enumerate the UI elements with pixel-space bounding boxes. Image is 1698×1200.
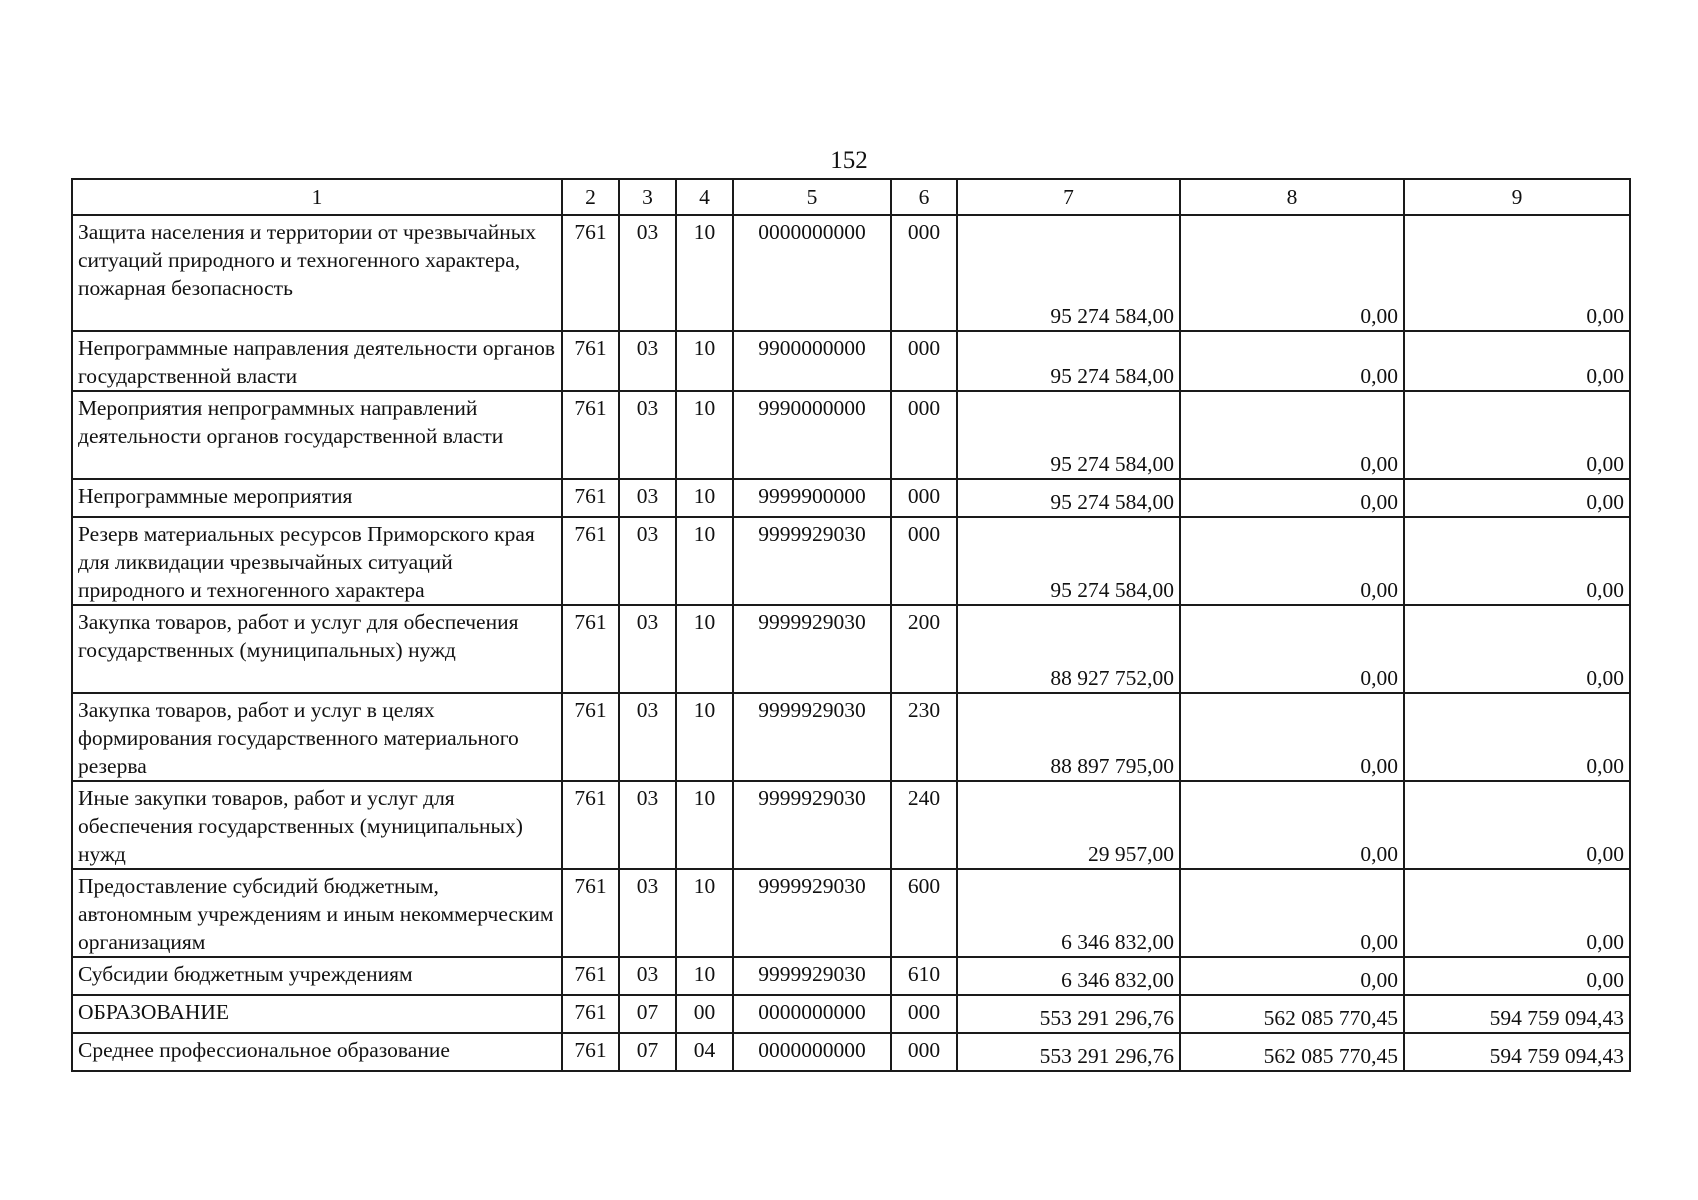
budget-table: [71, 178, 1631, 1072]
row-amount: 594 759 094,43: [1404, 1033, 1630, 1071]
table-row: [72, 957, 1630, 995]
row-amount: 0,00: [1180, 479, 1404, 517]
row-amount: 0,00: [1180, 331, 1404, 391]
column-header: 8: [1180, 179, 1404, 215]
column-header: 5: [733, 179, 891, 215]
column-header: 1: [72, 179, 562, 215]
row-name: Закупка товаров, работ и услуг для обеспечения государственных (муниципальных) нужд: [72, 605, 562, 693]
row-amount: 0,00: [1404, 479, 1630, 517]
table-row: [72, 995, 1630, 1033]
row-code: 610: [891, 957, 957, 995]
row-code: 03: [619, 517, 676, 605]
row-code: 240: [891, 781, 957, 869]
row-code: 10: [676, 693, 733, 781]
row-code: 0000000000: [733, 215, 891, 331]
row-code: 10: [676, 331, 733, 391]
row-code: 000: [891, 215, 957, 331]
row-amount: 0,00: [1180, 391, 1404, 479]
row-amount: 95 274 584,00: [957, 215, 1180, 331]
row-amount: 0,00: [1404, 331, 1630, 391]
row-code: 761: [562, 781, 619, 869]
row-code: 000: [891, 331, 957, 391]
row-code: 03: [619, 869, 676, 957]
row-code: 10: [676, 391, 733, 479]
row-amount: 0,00: [1180, 869, 1404, 957]
row-code: 03: [619, 693, 676, 781]
column-number-header-row: [72, 179, 1630, 215]
row-code: 10: [676, 781, 733, 869]
row-amount: 95 274 584,00: [957, 391, 1180, 479]
row-name: Иные закупки товаров, работ и услуг для обеспечения государственных (муниципальных) нужд: [72, 781, 562, 869]
row-code: 04: [676, 1033, 733, 1071]
row-code: 000: [891, 995, 957, 1033]
row-amount: 0,00: [1180, 693, 1404, 781]
table-row: [72, 605, 1630, 693]
row-code: 761: [562, 1033, 619, 1071]
row-code: 761: [562, 869, 619, 957]
row-code: 0000000000: [733, 1033, 891, 1071]
row-code: 07: [619, 995, 676, 1033]
row-amount: 0,00: [1404, 605, 1630, 693]
row-code: 9999900000: [733, 479, 891, 517]
row-code: 761: [562, 957, 619, 995]
row-amount: 0,00: [1404, 781, 1630, 869]
row-amount: 29 957,00: [957, 781, 1180, 869]
row-code: 03: [619, 957, 676, 995]
row-amount: 0,00: [1404, 693, 1630, 781]
row-code: 10: [676, 215, 733, 331]
row-amount: 95 274 584,00: [957, 517, 1180, 605]
row-name: ОБРАЗОВАНИЕ: [72, 995, 562, 1033]
row-amount: 0,00: [1180, 605, 1404, 693]
row-code: 03: [619, 391, 676, 479]
page-number: 152: [830, 147, 868, 174]
table-row: [72, 693, 1630, 781]
row-amount: 0,00: [1180, 215, 1404, 331]
row-name: Среднее профессиональное образование: [72, 1033, 562, 1071]
column-header: 6: [891, 179, 957, 215]
row-amount: 95 274 584,00: [957, 479, 1180, 517]
table-row: [72, 1033, 1630, 1071]
row-amount: 0,00: [1180, 781, 1404, 869]
row-code: 0000000000: [733, 995, 891, 1033]
row-name: Непрограммные мероприятия: [72, 479, 562, 517]
row-amount: 0,00: [1404, 215, 1630, 331]
row-code: 10: [676, 517, 733, 605]
row-code: 761: [562, 605, 619, 693]
row-code: 200: [891, 605, 957, 693]
row-code: 600: [891, 869, 957, 957]
row-code: 10: [676, 957, 733, 995]
row-amount: 562 085 770,45: [1180, 1033, 1404, 1071]
row-name: Резерв материальных ресурсов Приморского края для ликвидации чрезвычайных ситуаций природного и техногенного характера: [72, 517, 562, 605]
row-amount: 553 291 296,76: [957, 995, 1180, 1033]
column-header: 4: [676, 179, 733, 215]
row-code: 03: [619, 781, 676, 869]
row-amount: 6 346 832,00: [957, 869, 1180, 957]
row-name: Непрограммные направления деятельности органов государственной власти: [72, 331, 562, 391]
row-code: 9999929030: [733, 781, 891, 869]
row-code: 9999929030: [733, 957, 891, 995]
row-code: 761: [562, 391, 619, 479]
table-row: [72, 517, 1630, 605]
column-header: 3: [619, 179, 676, 215]
row-code: 761: [562, 995, 619, 1033]
row-name: Закупка товаров, работ и услуг в целях формирования государственного материального резерва: [72, 693, 562, 781]
row-code: 761: [562, 693, 619, 781]
row-amount: 594 759 094,43: [1404, 995, 1630, 1033]
row-amount: 0,00: [1180, 517, 1404, 605]
row-amount: 88 927 752,00: [957, 605, 1180, 693]
row-code: 10: [676, 479, 733, 517]
row-name: Предоставление субсидий бюджетным, автономным учреждениям и иным некоммерческим организациям: [72, 869, 562, 957]
row-code: 03: [619, 331, 676, 391]
row-code: 03: [619, 215, 676, 331]
row-code: 000: [891, 517, 957, 605]
row-name: Защита населения и территории от чрезвычайных ситуаций природного и техногенного характера, пожарная безопасность: [72, 215, 562, 331]
table-row: [72, 479, 1630, 517]
row-amount: 562 085 770,45: [1180, 995, 1404, 1033]
row-amount: 0,00: [1180, 957, 1404, 995]
row-code: 9990000000: [733, 391, 891, 479]
row-code: 03: [619, 605, 676, 693]
row-code: 761: [562, 331, 619, 391]
row-code: 10: [676, 605, 733, 693]
row-amount: 0,00: [1404, 957, 1630, 995]
row-code: 10: [676, 869, 733, 957]
row-code: 9900000000: [733, 331, 891, 391]
row-code: 761: [562, 517, 619, 605]
row-name: Субсидии бюджетным учреждениям: [72, 957, 562, 995]
table-row: [72, 331, 1630, 391]
row-code: 230: [891, 693, 957, 781]
row-amount: 95 274 584,00: [957, 331, 1180, 391]
row-code: 761: [562, 215, 619, 331]
row-code: 761: [562, 479, 619, 517]
table-row: [72, 391, 1630, 479]
row-code: 9999929030: [733, 693, 891, 781]
table-row: [72, 215, 1630, 331]
row-code: 9999929030: [733, 605, 891, 693]
row-amount: 0,00: [1404, 517, 1630, 605]
column-header: 9: [1404, 179, 1630, 215]
table-row: [72, 869, 1630, 957]
row-code: 000: [891, 391, 957, 479]
row-name: Мероприятия непрограммных направлений деятельности органов государственной власти: [72, 391, 562, 479]
row-code: 000: [891, 1033, 957, 1071]
column-header: 7: [957, 179, 1180, 215]
row-code: 00: [676, 995, 733, 1033]
table-row: [72, 781, 1630, 869]
row-amount: 88 897 795,00: [957, 693, 1180, 781]
row-amount: 0,00: [1404, 869, 1630, 957]
row-amount: 0,00: [1404, 391, 1630, 479]
row-code: 000: [891, 479, 957, 517]
column-header: 2: [562, 179, 619, 215]
row-code: 9999929030: [733, 517, 891, 605]
row-code: 07: [619, 1033, 676, 1071]
row-code: 03: [619, 479, 676, 517]
row-code: 9999929030: [733, 869, 891, 957]
row-amount: 6 346 832,00: [957, 957, 1180, 995]
row-amount: 553 291 296,76: [957, 1033, 1180, 1071]
